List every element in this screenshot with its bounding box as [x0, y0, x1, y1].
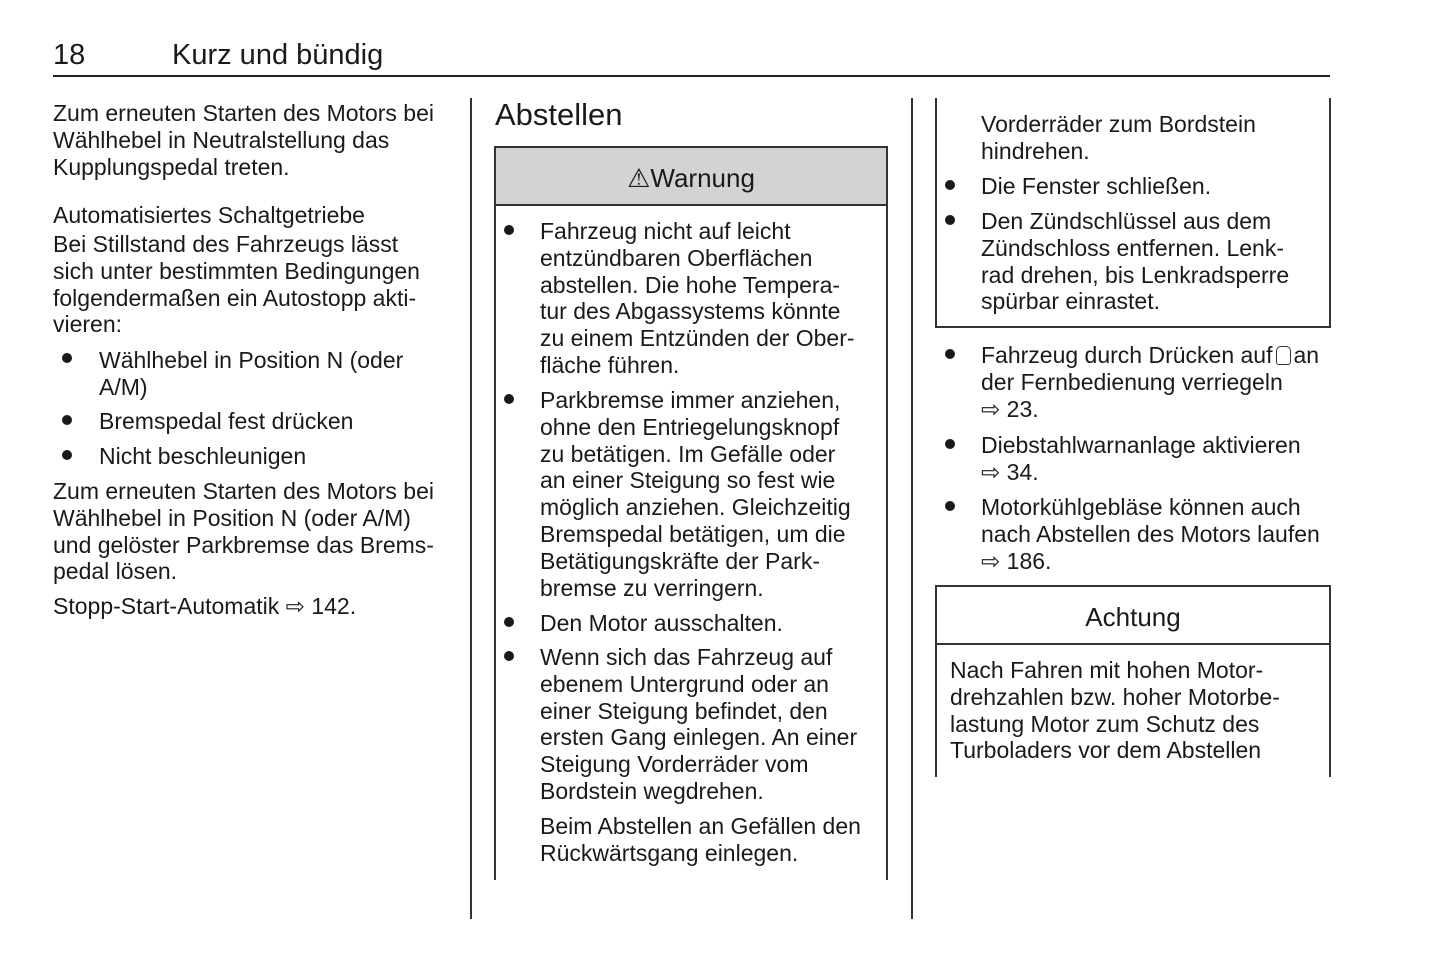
text: Diebstahlwarnanlage aktivieren: [981, 432, 1301, 458]
list-item: Nicht beschleunigen: [99, 443, 307, 469]
bullet-icon: [504, 394, 514, 404]
reference-arrow-icon: ⇨: [285, 593, 305, 619]
bullet-icon: [945, 349, 955, 359]
reference-arrow-icon: ⇨: [981, 458, 1001, 485]
caution-header: Achtung: [937, 587, 1329, 645]
bullet-icon: [62, 353, 72, 363]
list-item: [981, 342, 1341, 422]
header-rule: [53, 75, 1330, 77]
list-item: Wenn sich das Fahrzeug auf ebenem Untergrund oder an einer Steigung befindet, den ersten Gang einlegen. An einer Steigung Vorderräder vom Bordstein wegdrehen.: [540, 644, 858, 804]
paragraph: Vorderräder zum Bordstein hindrehen.: [981, 111, 1256, 164]
list-item: [981, 432, 1301, 486]
reference-page[interactable]: 34.: [1006, 458, 1039, 485]
warning-triangle-icon: ⚠: [627, 163, 651, 193]
section-title: Kurz und bündig: [172, 39, 384, 71]
bullet-icon: [945, 215, 955, 225]
bullet-icon: [62, 450, 72, 460]
list-item: Wählhebel in Position N (oder A/M): [99, 347, 404, 400]
reference-page[interactable]: 23.: [1006, 395, 1039, 422]
list-item: Bremspedal fest drücken: [99, 408, 354, 434]
list-item: Den Zündschlüssel aus dem Zündschloss entfernen. Lenk- rad drehen, bis Lenkradsperre spürbar einrastet.: [981, 208, 1290, 315]
reference-text: Stopp-Start-Automatik: [53, 593, 280, 619]
warning-title: Warnung: [650, 163, 755, 193]
paragraph: Zum erneuten Starten des Motors bei Wählhebel in Position N (oder A/M) und gelöster Parkbremse das Brems- pedal lösen.: [53, 478, 434, 585]
paragraph: Bei Stillstand des Fahrzeugs lässt sich unter bestimmten Bedingungen folgendermaßen ein Autostopp akti- vieren:: [53, 231, 420, 338]
bullet-icon: [62, 415, 72, 425]
lock-icon: [1276, 346, 1291, 365]
reference-page: 142.: [311, 593, 357, 619]
reference-page[interactable]: 186.: [1006, 547, 1052, 574]
list-item: Fahrzeug nicht auf leicht entzündbaren Oberflächen abstellen. Die hohe Tempera- tur des Abgassystems könnte zu einem Entzünden der Ober- fläche führen.: [540, 218, 855, 378]
bullet-icon: [504, 225, 514, 235]
caution-box: [935, 585, 1331, 777]
section-heading: Abstellen: [495, 97, 623, 132]
bullet-icon: [945, 180, 955, 190]
warning-header: [496, 148, 886, 206]
text: Fahrzeug durch Drücken auf: [981, 342, 1273, 368]
bullet-icon: [504, 651, 514, 661]
page-number: 18: [53, 39, 86, 71]
column-divider: [911, 98, 913, 919]
reference-arrow-icon: ⇨: [981, 547, 1001, 574]
paragraph: Beim Abstellen an Gefällen den Rückwärtsgang einlegen.: [540, 813, 861, 866]
column-divider: [470, 98, 472, 919]
paragraph: Zum erneuten Starten des Motors bei Wählhebel in Neutralstellung das Kupplungspedal treten.: [53, 100, 434, 180]
bullet-icon: [504, 617, 514, 627]
text: der Fernbedienung verriegeln: [981, 368, 1283, 395]
bullet-icon: [945, 439, 955, 449]
caution-text: Nach Fahren mit hohen Motor- drehzahlen bzw. hoher Motorbe- lastung Motor zum Schutz des Turboladers vor dem Abstellen: [950, 657, 1280, 764]
cross-reference[interactable]: [53, 593, 356, 620]
reference-arrow-icon: ⇨: [981, 395, 1001, 422]
bullet-icon: [945, 501, 955, 511]
list-item: Parkbremse immer anziehen, ohne den Entriegelungsknopf zu betätigen. Im Gefälle oder an einer Steigung so fest wie möglich anziehen. Gleichzeitig Bremspedal betätigen, um die Betätigungskräfte der Park- bremse zu verringern.: [540, 387, 851, 601]
list-item: Die Fenster schließen.: [981, 173, 1212, 199]
list-item: Den Motor ausschalten.: [540, 610, 783, 636]
list-item: [981, 494, 1320, 574]
text: Motorkühlgebläse können auch nach Abstellen des Motors laufen: [981, 494, 1320, 547]
text: an: [1293, 342, 1320, 368]
subheading: Automatisiertes Schaltgetriebe: [53, 202, 365, 228]
